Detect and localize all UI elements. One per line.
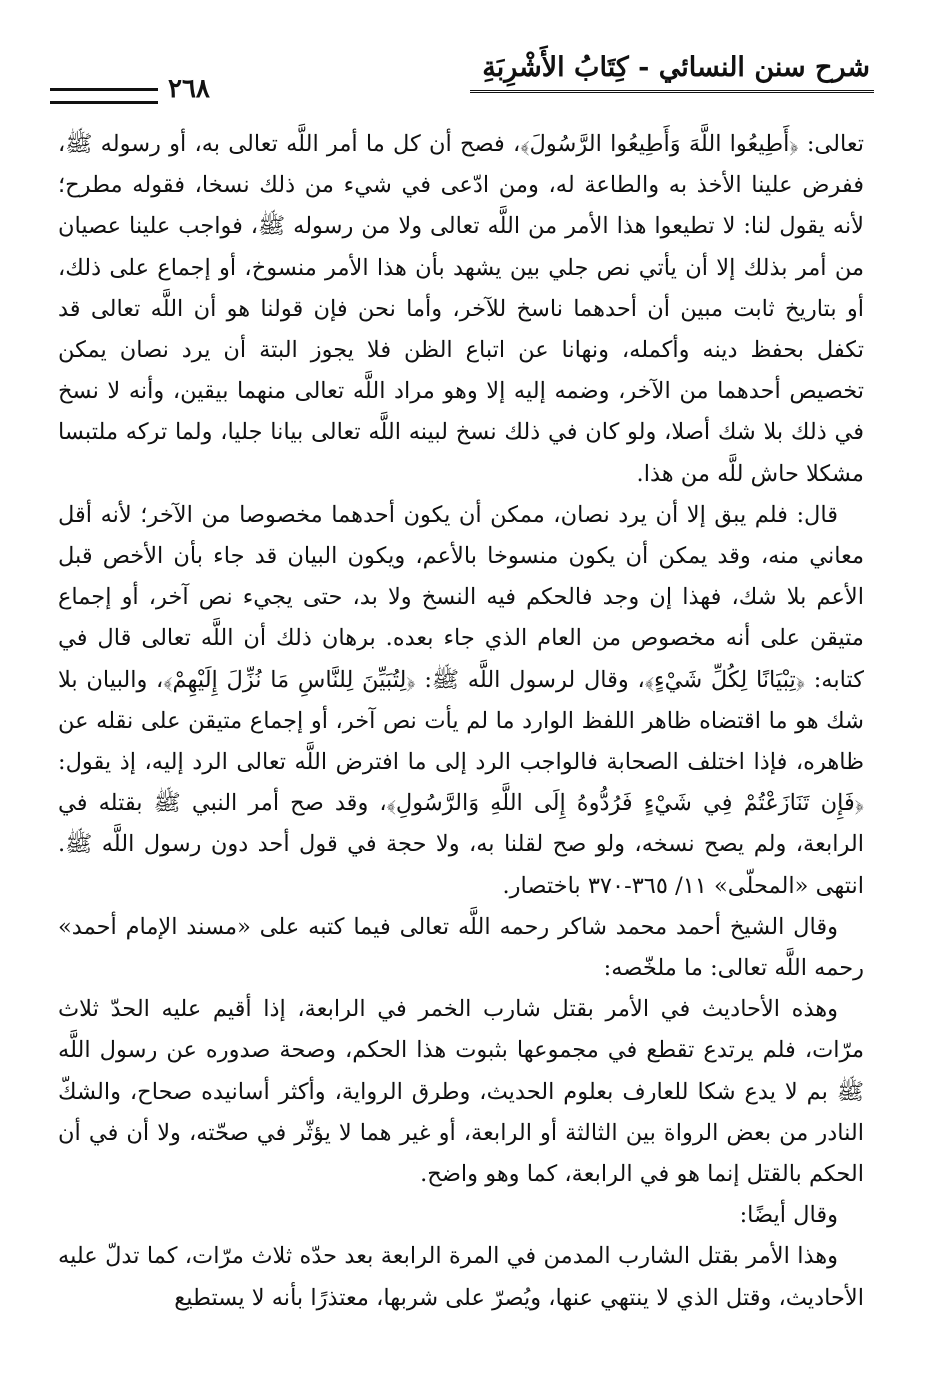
- page-number-rule: [50, 88, 158, 104]
- title-underline: [470, 90, 874, 93]
- page-number: ٢٦٨: [168, 74, 210, 104]
- book-title: شرح سنن النسائي - كِتَابُ الأَشْرِبَةِ: [482, 52, 870, 83]
- page-header: [50, 46, 888, 104]
- paragraph: وقال أيضًا:: [739, 1202, 838, 1229]
- paragraph: تعالى: ﴿أَطِيعُوا اللَّهَ وَأَطِيعُوا الرَّسُولَ﴾، فصح أن كل ما أمر اللَّه تعالى به، أو رسوله ﷺ، ففرض علينا الأخذ به والطاعة له، ومن ادّعى في شيء من ذلك نسخا، فقوله مطرح؛ لأنه يقول لنا: لا تطيعوا هذا الأمر من اللَّه تعالى ولا من رسوله ﷺ، فواجب علينا عصيان من أمر بذلك إلا أن يأتي نص جلي بين يشهد بأن هذا الأمر منسوخ، أو إجماع على ذلك، أو بتاريخ ثابت مبين أن أحدهما ناسخ للآخر، وأما نحن فإن قولنا هو أن اللَّه تعالى قد تكفل بحفظ دينه وأكمله، ونهانا عن اتباع الظن فلا يجوز البتة أن يرد نصان يمكن تخصيص أحدهما من الآخر، وضمه إليه إلا وهو مراد اللَّه تعالى منهما بيقين، وأنه لا نسخ في ذلك بلا شك أصلا، ولو كان في ذلك نسخ لبينه اللَّه تعالى بيانا جليا، ولما تركه ملتبسا مشكلا حاش للَّه من هذا.: [58, 131, 865, 487]
- body-text: [58, 124, 864, 1319]
- paragraph: قال: فلم يبق إلا أن يرد نصان، ممكن أن يكون أحدهما مخصوصا من الآخر؛ لأنه أقل معاني منه، وقد يمكن أن يكون منسوخا بالأعم، ويكون البيان قد جاء بأن الأخص قبل الأعم بلا شك، فهذا إن وجد فالحكم فيه النسخ ولا بد، حتى يجيء نص آخر، أو إجماع متيقن على أنه مخصوص من العام الذي جاء بعده. برهان ذلك أن اللَّه تعالى قال في كتابه: ﴿تِبْيَانًا لِكُلِّ شَيْءٍ﴾، وقال لرسول اللَّه ﷺ: ﴿لِتُبَيِّنَ لِلنَّاسِ مَا نُزِّلَ إِلَيْهِمْ﴾، والبيان بلا شك هو ما اقتضاه ظاهر اللفظ الوارد ما لم يأت نص آخر، أو إجماع متيقن على نقله عن ظاهره، فإذا اختلف الصحابة فالواجب الرد إلى ما افترض اللَّه تعالى الرد إليه، إذ يقول: ﴿فَإِن تَنَازَعْتُمْ فِي شَيْءٍ فَرُدُّوهُ إِلَى اللَّهِ وَالرَّسُولِ﴾، وقد صح أمر النبي ﷺ بقتله في الرابعة، ولم يصح نسخه، ولو صح لقلنا به، ولا حجة في قول أحد دون رسول اللَّه ﷺ. انتهى «المحلّى» ١١/ ٣٦٥-٣٧٠ باختصار.: [58, 501, 864, 899]
- paragraph: وقال الشيخ أحمد محمد شاكر رحمه اللَّه تعالى فيما كتبه على «مسند الإمام أحمد» رحمه اللَّه تعالى: ما ملخّصه:: [58, 913, 864, 982]
- paragraph: وهذه الأحاديث في الأمر بقتل شارب الخمر في الرابعة، إذا أقيم عليه الحدّ ثلاث مرّات، فلم يرتدع تقطع في مجموعها بثبوت هذا الحكم، وصحة صدوره عن رسول اللَّه ﷺ بم لا يدع شكا للعارف بعلوم الحديث، وطرق الرواية، وأكثر أسانيده صحاح، والشكّ النادر من بعض الرواة بين الثالثة أو الرابعة، أو غير هما لا يؤثّر في صحّته، ولا أن في أن الحكم بالقتل إنما هو في الرابعة، كما وهو واضح.: [58, 996, 864, 1188]
- paragraph: وهذا الأمر بقتل الشارب المدمن في المرة الرابعة بعد حدّه ثلاث مرّات، كما تدلّ عليه الأحاديث، وقتل الذي لا ينتهي عنها، ويُصرّ على شربها، معتذرًا بأنه لا يستطيع: [58, 1243, 864, 1311]
